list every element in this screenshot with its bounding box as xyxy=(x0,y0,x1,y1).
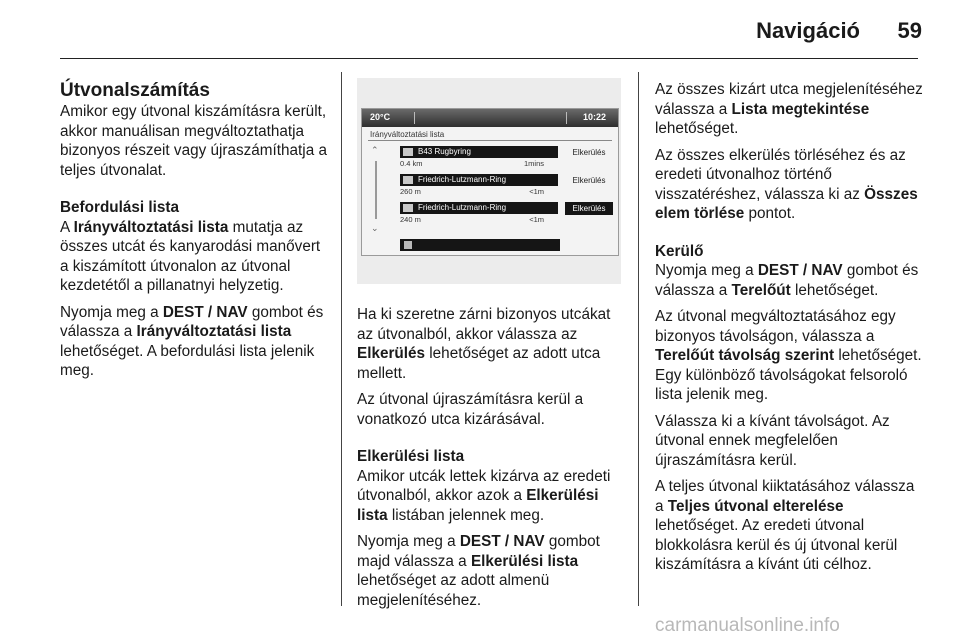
status-separator xyxy=(566,112,567,124)
road-icon xyxy=(403,204,413,212)
paragraph-view-list: Az összes kizárt utca megjelenítéséhez válassza a Lista megtekintése lehetőséget. xyxy=(655,81,923,137)
paragraph-exclude: Ha ki szeretne zárni bizonyos utcákat az útvonalból, akkor válassza az Elkerülés lehetőséget az adott utca mellett. xyxy=(357,306,611,382)
page-header xyxy=(0,0,960,64)
avoid-button[interactable]: Elkerülés xyxy=(565,202,613,215)
paragraph-detour-distance: Az útvonal megváltoztatásához egy bizonyos távolságon, válassza a Terelőút távolság szerint lehetőséget. Egy különböző távolságokat felsoroló lista jelenik meg. xyxy=(655,308,922,403)
road-icon xyxy=(403,148,413,156)
column-2 xyxy=(357,305,629,617)
screen-list-title: Irányváltoztatási lista xyxy=(370,130,445,139)
scroll-up-icon[interactable]: ⌃ xyxy=(371,145,379,155)
column-3 xyxy=(655,80,927,582)
paragraph-turn-list: A Irányváltoztatási lista mutatja az összes utcát és kanyarodási manővert a kiszámított útvonalon az útvonal kezdetétől a pillanatnyi helyzetig. xyxy=(60,218,321,294)
street-name: B43 Rugbyring xyxy=(418,147,471,156)
page-title: Navigáció xyxy=(756,18,860,43)
paragraph-turn-list-howto: Nyomja meg a DEST / NAV gombot és válassza a Irányváltoztatási lista lehetőséget. A befordulási lista jelenik meg. xyxy=(60,303,324,379)
time-value: 1mins xyxy=(523,159,544,168)
avoid-button[interactable]: Elkerülés xyxy=(572,148,606,157)
column-divider-1 xyxy=(341,72,342,606)
turn-list-screen-figure xyxy=(357,78,621,284)
distance-value: 260 m xyxy=(400,187,421,196)
subheading-turn-list: Befordulási lista xyxy=(60,199,180,216)
list-item[interactable] xyxy=(400,146,558,158)
column-1 xyxy=(60,80,332,388)
paragraph-avoid-list: Amikor utcák lettek kizárva az eredeti útvonalból, akkor azok a Elkerülési lista listában jelennek meg. xyxy=(357,467,611,524)
destination-icon xyxy=(404,241,412,249)
avoid-button[interactable]: Elkerülés xyxy=(572,176,606,185)
street-name: Friedrich-Lutzmann-Ring xyxy=(418,175,507,184)
status-bar xyxy=(362,109,618,127)
status-separator xyxy=(414,112,415,124)
paragraph-intro: Amikor egy útvonal kiszámításra került, akkor manuálisan megváltoztathatja bizonyos részeit vagy újraszámíthatja a teljes útvonalat. xyxy=(60,103,327,179)
section-heading: Útvonalszámítás xyxy=(60,80,210,101)
time-value: <1m xyxy=(529,187,544,196)
header-divider xyxy=(60,58,918,59)
paragraph-avoid-list-howto: Nyomja meg a DEST / NAV gombot majd válassza a Elkerülési lista lehetőséget az adott almenü megjelenítéséhez. xyxy=(357,533,600,609)
paragraph-detour-howto: Nyomja meg a DEST / NAV gombot és válassza a Terelőút lehetőséget. xyxy=(655,262,919,299)
paragraph-choose-distance: Válassza ki a kívánt távolságot. Az útvonal ennek megfelelően újraszámításra kerül. xyxy=(655,412,890,469)
paragraph-delete-all: Az összes elkerülés törléséhez és az eredeti útvonalhoz történő visszatéréshez, válassza ki az Összes elem törlése pontot. xyxy=(655,146,918,222)
street-name: Friedrich-Lutzmann-Ring xyxy=(418,203,507,212)
screen-title-divider xyxy=(368,140,612,141)
scrollbar[interactable] xyxy=(375,161,377,219)
scroll-down-icon[interactable]: ⌄ xyxy=(371,223,379,233)
distance-value: 0.4 km xyxy=(400,159,423,168)
paragraph-recalc: Az útvonal újraszámításra kerül a vonatkozó utca kizárásával. xyxy=(357,391,584,428)
bottom-bar[interactable] xyxy=(400,239,560,251)
clock-readout: 10:22 xyxy=(582,112,606,122)
column-divider-2 xyxy=(638,72,639,606)
road-icon xyxy=(403,176,413,184)
watermark: carmanualsonline.info xyxy=(655,615,840,636)
temperature-readout: 20°C xyxy=(370,112,391,122)
paragraph-full-detour: A teljes útvonal kiiktatásához válassza a Teljes útvonal elterelése lehetőséget. Az eredeti útvonal blokkolásra kerül és új útvonal kerül kiszámításra a kívánt úti célhoz. xyxy=(655,478,915,573)
display-screen xyxy=(361,108,619,256)
time-value: <1m xyxy=(529,215,544,224)
subheading-detour: Kerülő xyxy=(655,242,704,260)
list-item[interactable] xyxy=(400,174,558,186)
distance-value: 240 m xyxy=(400,215,421,224)
list-item[interactable] xyxy=(400,202,558,214)
subheading-avoid-list: Elkerülési lista xyxy=(357,448,465,465)
page-number: 59 xyxy=(897,18,922,43)
